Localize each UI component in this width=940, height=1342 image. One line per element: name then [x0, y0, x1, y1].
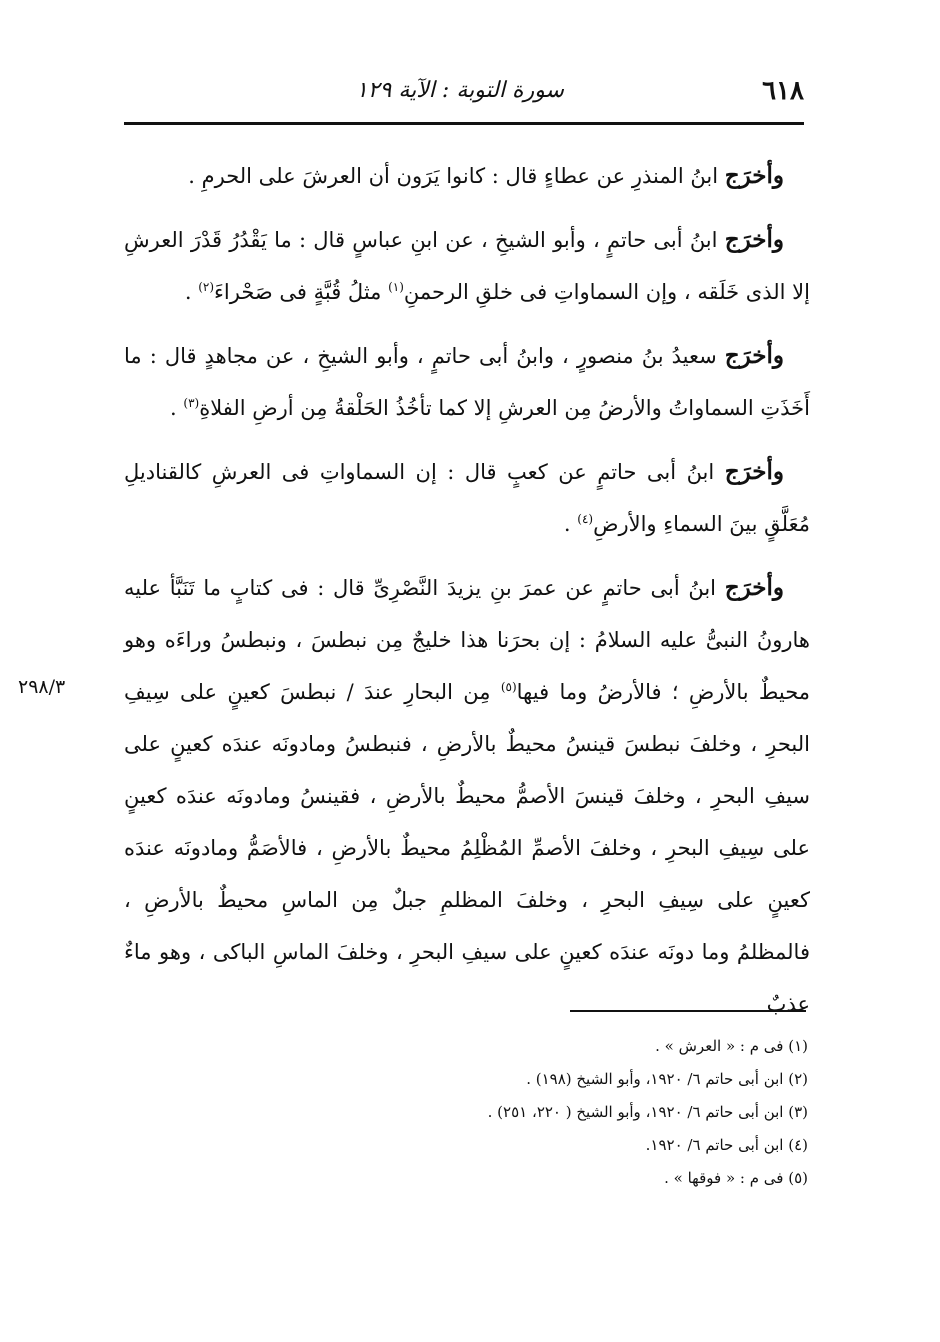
paragraph-text: . [563, 512, 578, 536]
paragraph-lead: وأخرَج [724, 342, 784, 369]
main-text [124, 150, 810, 1040]
paragraph-lead: وأخرَج [724, 574, 784, 601]
paragraph-2 [124, 214, 810, 318]
footnote-3: (٣) ابن أبى حاتم ٦/ ١٩٢٠، وأبو الشيخ ( ٢٢٠، ٢٥١) . [487, 1103, 808, 1121]
paragraph-lead: وأخرَج [724, 162, 784, 189]
footnote-ref[interactable]: (١) [388, 280, 404, 294]
paragraph-text: مِن البحارِ عندَ / نبطسَ كعينٍ على سِيفِ البحرِ ، وخلفَ نبطسَ قينسُ محيطٌ بالأرضِ ، فنبطسُ ومادونَه عندَه كعينٍ على سيفِ البحرِ ، وخلفَ قينسَ الأصمُّ محيطٌ بالأرضِ ، فقينسُ ومادونَه عندَه كعينٍ على سِيفِ البحرِ ، وخلفَ الأصمِّ المُظْلِمُ محيطٌ بالأرضِ ، فالأصَمُّ ومادونَه عندَه كعينٍ على سِيفِ البحرِ ، وخلفَ المظلمِ جبلٌ مِن الماسِ محيطٌ بالأرضِ ، فالمظلمُ وما دونَه عندَه كعينٍ على سيفِ البحرِ ، وخلفَ الماسِ الباكى ، وهو ماءٌ عذبٌ [124, 680, 810, 1016]
paragraph-text: . [184, 280, 199, 304]
header-rule [124, 122, 804, 125]
paragraph-text: ابنُ أبى حاتمٍ ، وأبو الشيخِ ، عن ابنِ عباسٍ قال : ما يَقْدُرُ قَدْرَ العرشِ إلا الذى خَلَقه ، وإن السماواتِ فى خلقِ الرحمنِ [124, 228, 810, 304]
paragraph-lead: وأخرَج [724, 226, 784, 253]
footnote-ref[interactable]: (٣) [183, 396, 200, 410]
paragraph-text: . [170, 396, 184, 420]
paragraph-text: ابنُ أبى حاتمٍ عن عمرَ بنِ يزيدَ النَّصْرِىِّ قال : فى كتابٍ ما تَنَبَّأ عليه هارونُ النبىُّ عليه السلامُ : إن بحرَنا هذا خليجٌ مِن نبطسَ ، ونبطسُ وراءَه وهو محيطٌ بالأرضِ ؛ فالأرضُ وما فيها [124, 576, 811, 704]
page-number: ٦١٨ [762, 76, 804, 106]
footnote-ref[interactable]: (٤) [577, 512, 594, 526]
page-header [124, 66, 804, 122]
paragraph-3 [124, 330, 810, 434]
paragraph-text: ابنُ المنذرِ عن عطاءٍ قال : كانوا يَرَون أن العرشَ على الحرمِ . [188, 164, 719, 188]
paragraph-text: سعيدُ بنُ منصورٍ ، وابنُ أبى حاتمٍ ، وأبو الشيخِ ، عن مجاهدٍ قال : ما أَخَذَتِ السماواتُ والأرضُ مِن العرشِ إلا كما تأخُذُ الحَلْقةُ مِن أرضِ الفلاةِ [124, 344, 810, 420]
footnote-rule [570, 1010, 806, 1012]
paragraph-1 [124, 150, 810, 202]
paragraph-lead: وأخرَج [724, 458, 784, 485]
margin-note: ٢٩٨/٣ [18, 676, 66, 698]
footnote-4: (٤) ابن أبى حاتم ٦/ ١٩٢٠. [645, 1136, 808, 1154]
footnote-ref[interactable]: (٢) [198, 280, 215, 294]
paragraph-5 [124, 562, 810, 1030]
footnote-5: (٥) فى م : « فوقها » . [664, 1169, 808, 1187]
footnote-1: (١) فى م : « العرش » . [655, 1037, 808, 1055]
footnotes [300, 1030, 808, 1195]
paragraph-text: ابنُ أبى حاتمٍ عن كعبٍ قال : إن السماواتِ فى العرشِ كالقناديلِ مُعَلَّقٍ بينَ السماءِ والأرضِ [124, 460, 810, 536]
paragraph-text: مثلُ قُبَّةٍ فى صَحْراءَ [214, 280, 389, 304]
footnote-ref[interactable]: (٥) [500, 680, 517, 694]
paragraph-4 [124, 446, 810, 550]
running-title: سورة التوبة : الآية ١٢٩ [355, 78, 564, 103]
footnote-2: (٢) ابن أبى حاتم ٦/ ١٩٢٠، وأبو الشيخ (١٩٨) . [526, 1070, 808, 1088]
